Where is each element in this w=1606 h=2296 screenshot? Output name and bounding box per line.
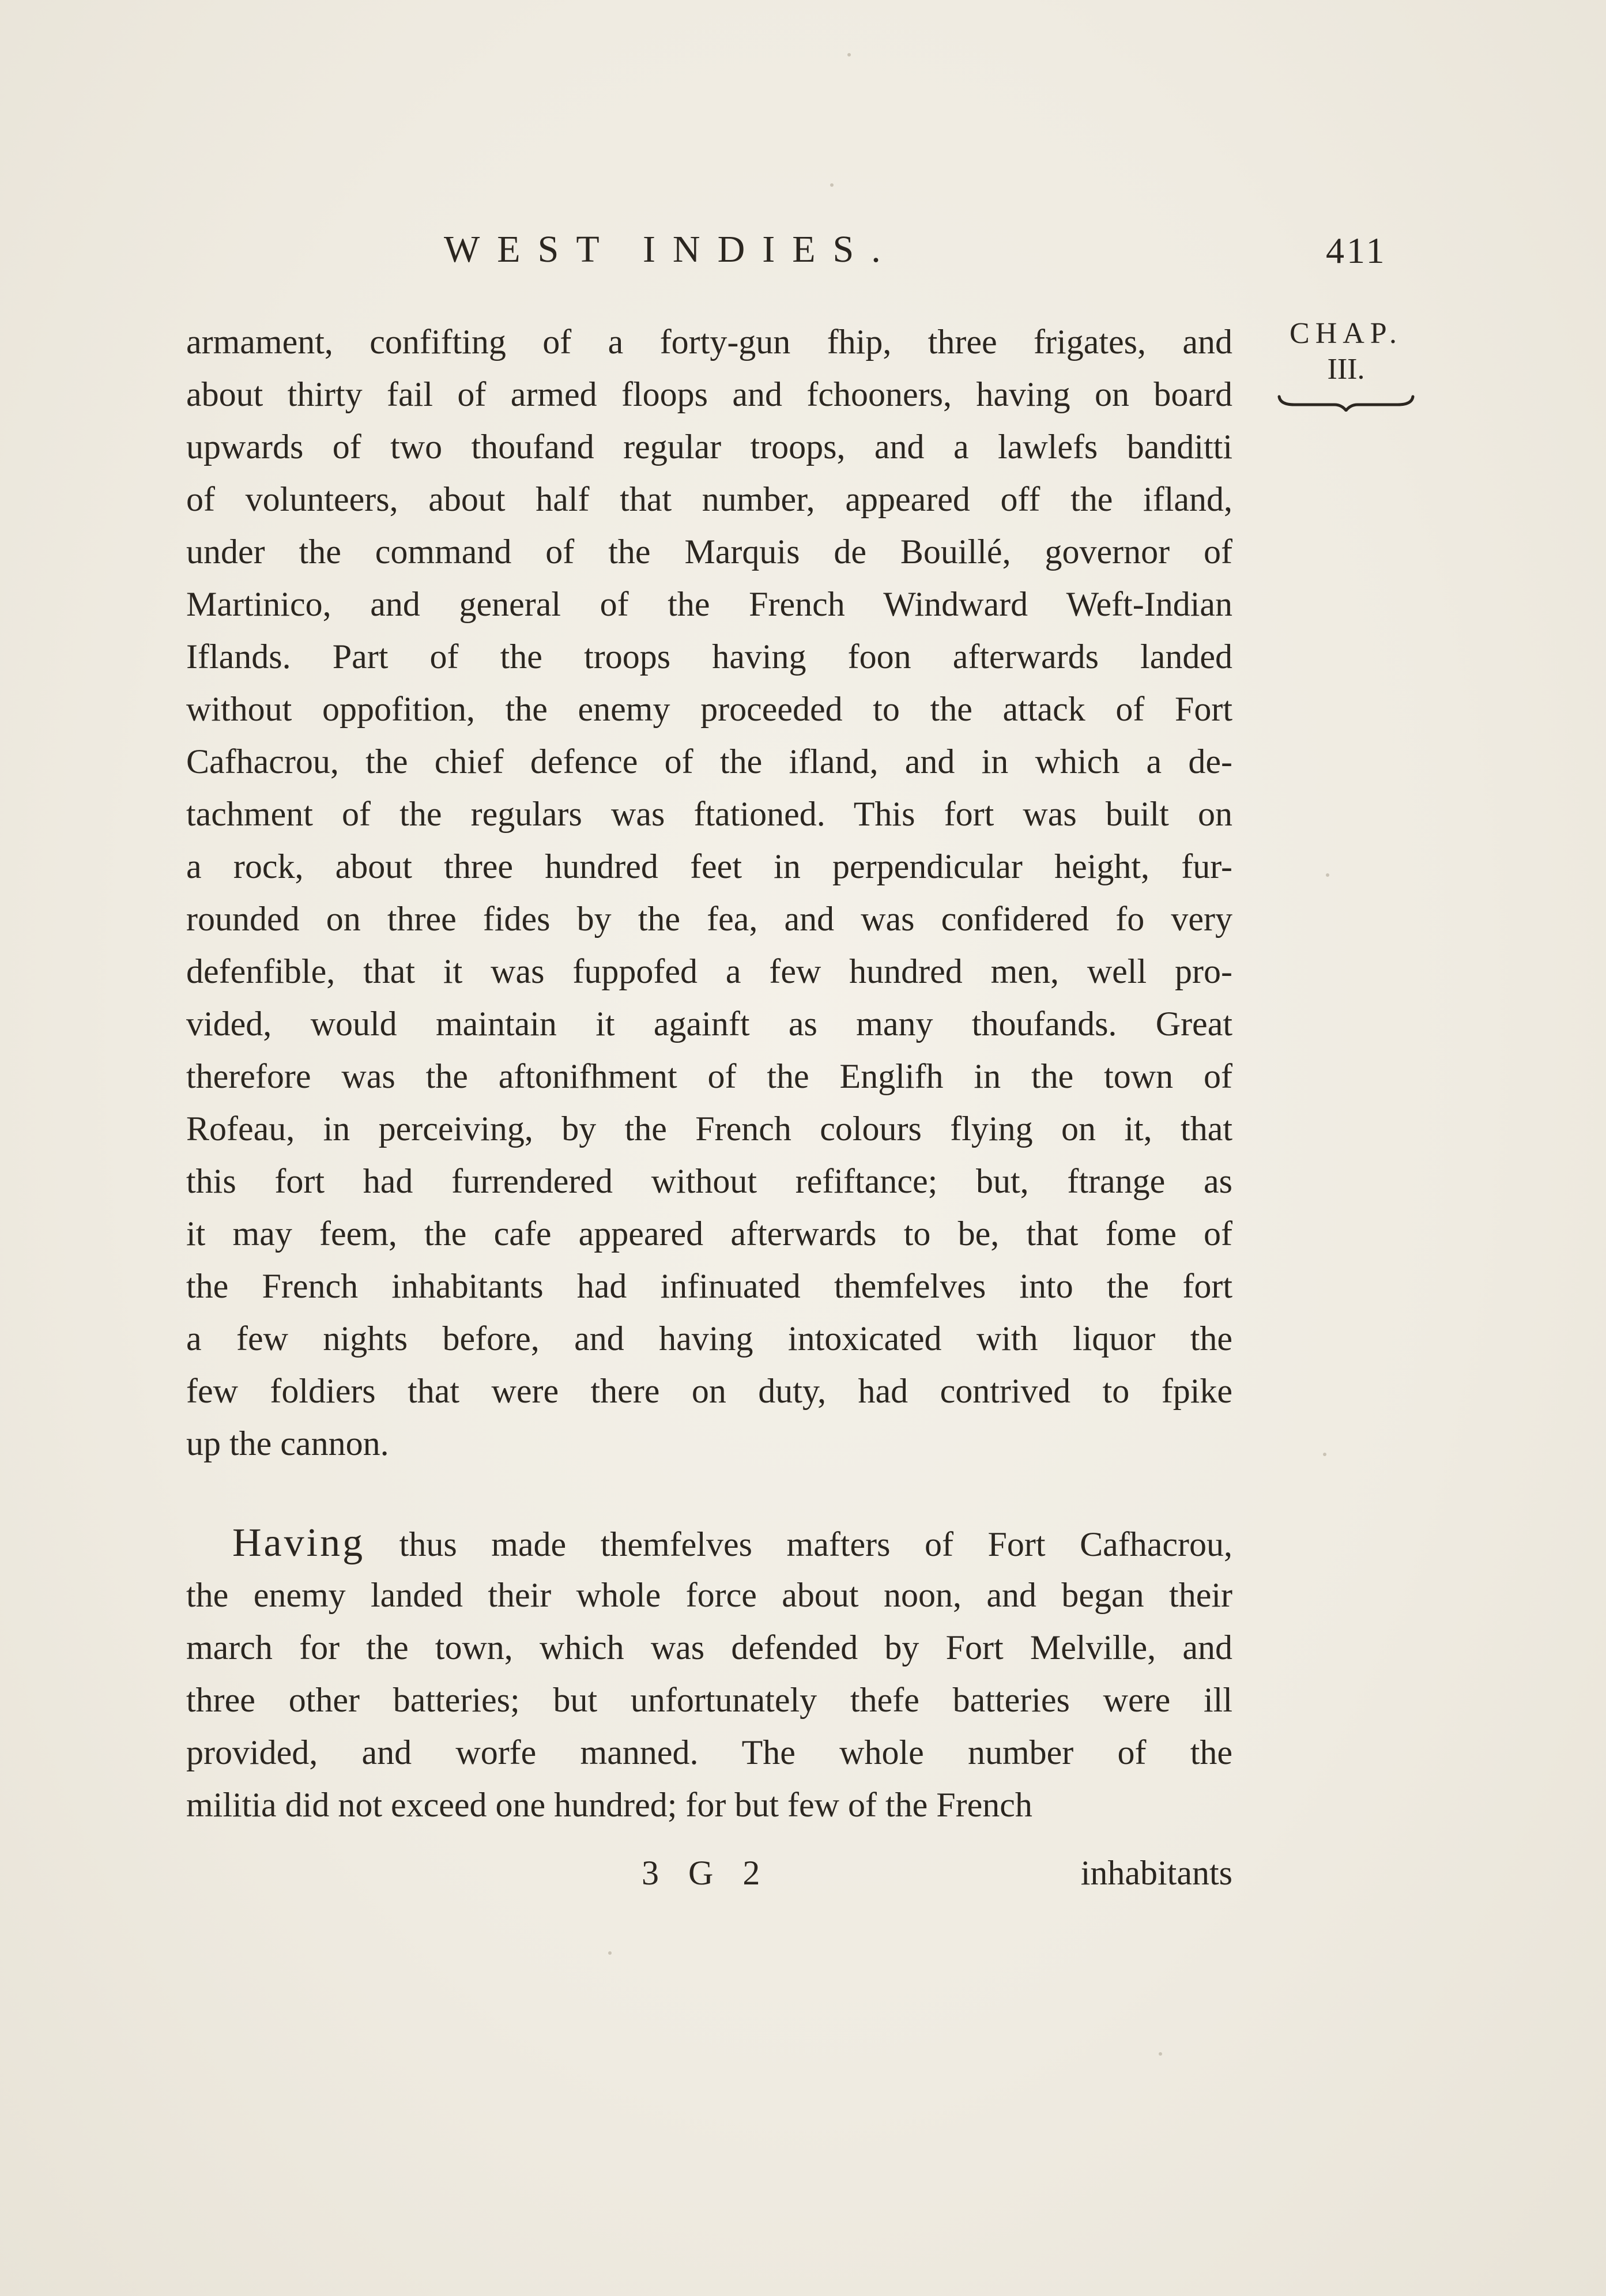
text-line: provided, and worfe manned. The whole number of the bbox=[186, 1733, 1232, 1771]
text-line: militia did not exceed one hundred; for but few of the French bbox=[186, 1786, 1032, 1824]
running-title: WEST INDIES. bbox=[444, 228, 898, 270]
text-line: the French inhabitants had infinuated themfelves into the fort bbox=[186, 1267, 1232, 1305]
brace-icon bbox=[1277, 394, 1415, 412]
opening-word: Having bbox=[232, 1521, 365, 1565]
text-line: about thirty fail of armed floops and fchooners, having on board bbox=[186, 375, 1232, 413]
text-line bbox=[186, 1517, 1232, 1569]
text-line: rounded on three fides by the fea, and was confidered fo very bbox=[186, 900, 1232, 938]
paper-speck bbox=[830, 183, 834, 187]
page-footer bbox=[186, 1853, 1232, 1905]
text-line: vided, would maintain it againft as many thoufands. Great bbox=[186, 1005, 1232, 1043]
paper-speck bbox=[1159, 2052, 1162, 2056]
text-line: tachment of the regulars was ftationed. This fort was built on bbox=[186, 795, 1232, 833]
paper-speck bbox=[1323, 1453, 1326, 1456]
text-line: Cafhacrou, the chief defence of the ifland, and in which a de- bbox=[186, 742, 1232, 781]
text-line: Iflands. Part of the troops having foon afterwards landed bbox=[186, 638, 1232, 676]
text-line: a few nights before, and having intoxicated with liquor the bbox=[186, 1319, 1232, 1358]
paper-speck bbox=[608, 1951, 612, 1955]
text-line: it may feem, the cafe appeared afterwards to be, that fome of bbox=[186, 1215, 1232, 1253]
text-line: under the command of the Marquis de Bouillé, governor of bbox=[186, 533, 1232, 571]
text-line: three other batteries; but unfortunately thefe batteries were ill bbox=[186, 1681, 1232, 1719]
paragraph-1 bbox=[186, 316, 1232, 1470]
text-line: upwards of two thoufand regular troops, and a lawlefs banditti bbox=[186, 428, 1232, 466]
text-line: therefore was the aftonifhment of the Englifh in the town of bbox=[186, 1057, 1232, 1095]
text-line: armament, confifting of a forty-gun fhip, three frigates, and bbox=[186, 323, 1232, 361]
text-line: without oppofition, the enemy proceeded to the attack of Fort bbox=[186, 690, 1232, 728]
text-line: Rofeau, in perceiving, by the French colours flying on it, that bbox=[186, 1110, 1232, 1148]
chapter-number: III. bbox=[1327, 353, 1365, 386]
paper-speck bbox=[847, 53, 851, 56]
text-line: up the cannon. bbox=[186, 1424, 389, 1462]
paper-speck bbox=[1326, 873, 1329, 877]
paragraph-2 bbox=[186, 1517, 1232, 1831]
text-line: few foldiers that were there on duty, had contrived to fpike bbox=[186, 1372, 1232, 1410]
text-line: a rock, about three hundred feet in perpendicular height, fur- bbox=[186, 847, 1232, 885]
text-line: Martinico, and general of the French Windward Weft-Indian bbox=[186, 585, 1232, 623]
text-line: of volunteers, about half that number, appeared off the ifland, bbox=[186, 480, 1232, 518]
catchword: inhabitants bbox=[1080, 1854, 1232, 1892]
text-line: defenfible, that it was fuppofed a few hundred men, well pro- bbox=[186, 952, 1232, 990]
chapter-label: CHAP. bbox=[1290, 317, 1403, 350]
text-line: this fort had furrendered without refiftance; but, ftrange as bbox=[186, 1162, 1232, 1200]
text-line: march for the town, which was defended by Fort Melville, and bbox=[186, 1628, 1232, 1667]
page-number: 411 bbox=[1326, 230, 1387, 271]
chapter-margin-note bbox=[1271, 316, 1421, 412]
first-line-rest: thus made themfelves mafters of Fort Cafhacrou, bbox=[365, 1525, 1232, 1563]
text-line: the enemy landed their whole force about noon, and began their bbox=[186, 1576, 1232, 1614]
signature-mark: 3 G 2 bbox=[642, 1854, 771, 1892]
